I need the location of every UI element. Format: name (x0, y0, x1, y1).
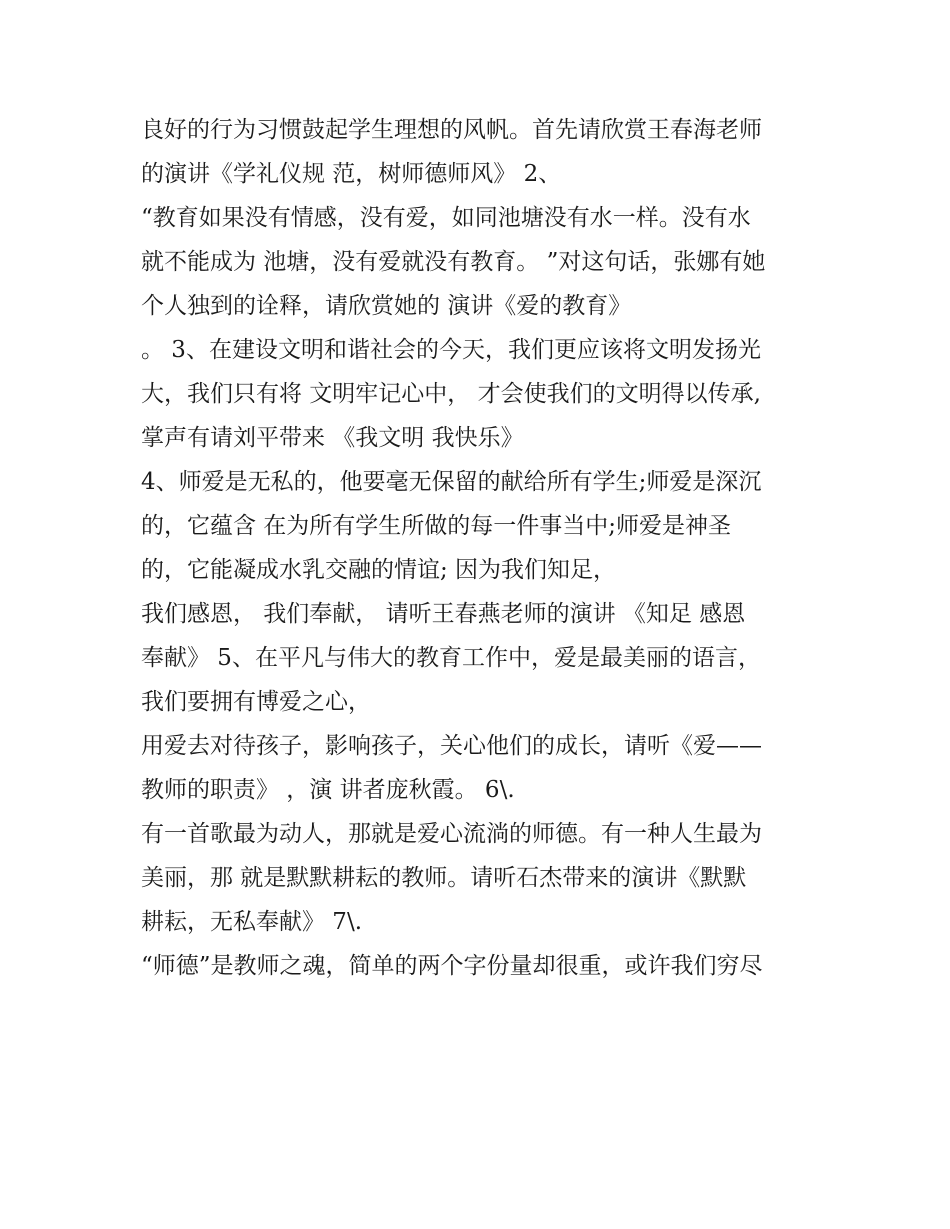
text-line: 美丽，那 就是默默耕耘的教师。请听石杰带来的演讲《默默 (141, 865, 747, 891)
text-line: 。 3、在建设文明和谐社会的今天，我们更应该将文明发扬光 (141, 337, 761, 363)
text-line: 大，我们只有将 文明牢记心中， 才会使我们的文明得以传承, (141, 381, 761, 407)
text-line: 有一首歌最为动人，那就是爱心流淌的师德。有一种人生最为 (141, 821, 762, 847)
text-line: 4、师爱是无私的，他要毫无保留的献给所有学生;师爱是深沉 (141, 469, 762, 495)
text-line: 我们感恩， 我们奉献， 请听王春燕老师的演讲 《知足 感恩 (141, 601, 746, 627)
text-line: 用爱去对待孩子，影响孩子，关心他们的成长，请听《爱—— (141, 733, 762, 759)
text-line: 良好的行为习惯鼓起学生理想的风帆。首先请欣赏王春海老师 (141, 117, 762, 143)
text-line: 就不能成为 池塘，没有爱就没有教育。 ”对这句话，张娜有她 (141, 249, 766, 275)
document-body (141, 108, 821, 988)
text-line: 的，它能凝成水乳交融的情谊; 因为我们知足， (141, 557, 617, 583)
text-line: “教育如果没有情感，没有爱，如同池塘没有水一样。没有水 (141, 205, 751, 231)
text-line: 的，它蕴含 在为所有学生所做的每一件事当中;师爱是神圣 (141, 513, 732, 539)
text-line: 奉献》 5、在平凡与伟大的教育工作中，爱是最美丽的语言， (141, 645, 761, 671)
text-line: “师德”是教师之魂，简单的两个字份量却很重，或许我们穷尽 (141, 953, 763, 979)
text-line: 掌声有请刘平带来 《我文明 我快乐》 (141, 425, 524, 451)
text-line: 教师的职责》 ，演 讲者庞秋霞。 6\. (141, 777, 515, 803)
text-line: 我们要拥有博爱之心， (141, 689, 371, 715)
text-line: 个人独到的诠释，请欣赏她的 演讲《爱的教育》 (141, 293, 632, 319)
text-line: 耕耘，无私奉献》 7\. (141, 909, 363, 935)
text-line: 的演讲《学礼仪规 范，树师德师风》 2、 (141, 161, 562, 187)
